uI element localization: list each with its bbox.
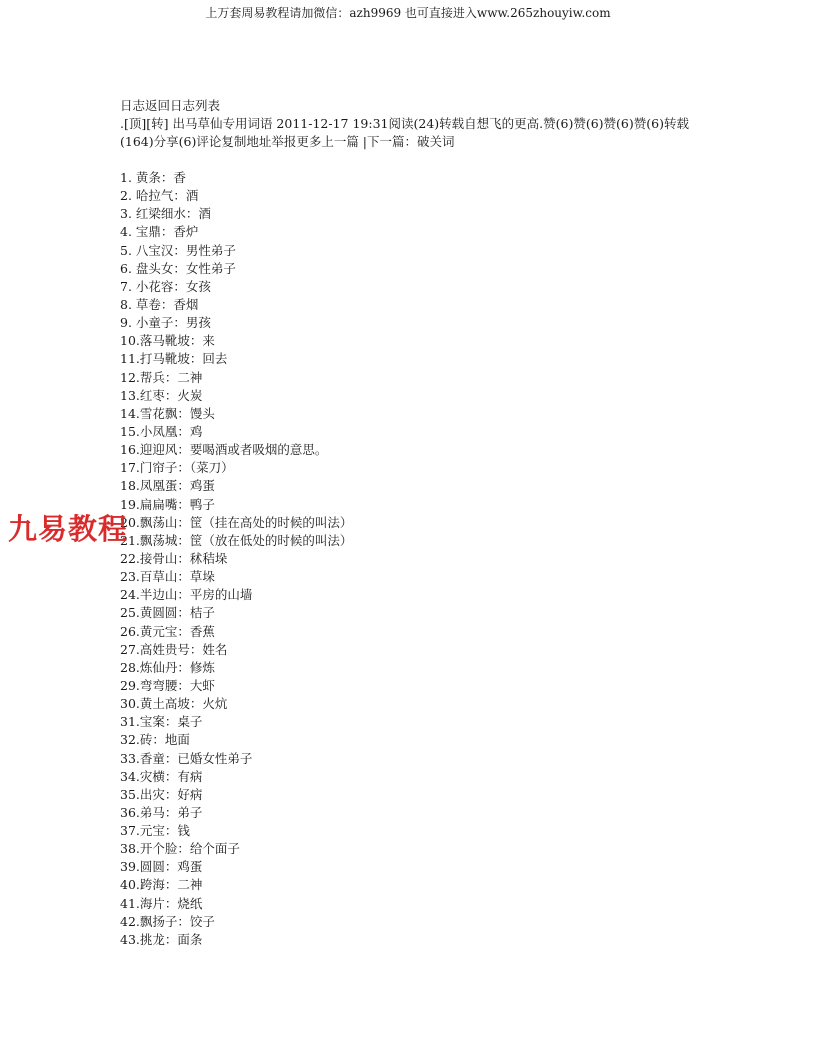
glossary-list [120,169,710,949]
list-item: 41.海片：烧纸 [120,895,203,911]
list-item: 39.圆圆：鸡蛋 [120,859,203,875]
list-item: 43.挑龙：面条 [120,931,203,947]
list-item: 3. 红梁细水：酒 [120,206,211,222]
list-item: 36.弟马：弟子 [120,804,203,820]
list-item: 34.灾横：有病 [120,768,203,784]
list-item: 9. 小童子：男孩 [120,315,211,331]
list-item: 6. 盘头女：女性弟子 [120,260,236,276]
list-item: 25.黄圆圆：桔子 [120,605,215,621]
list-item: 40.跨海：二神 [120,877,203,893]
list-item: 27.高姓贵号：姓名 [120,641,228,657]
document-body [120,97,710,949]
list-item: 35.出灾：好病 [120,786,203,802]
list-item: 22.接骨山：秫秸垛 [120,550,228,566]
list-item: 29.弯弯腰：大虾 [120,677,215,693]
list-item: 28.炼仙丹：修炼 [120,659,215,675]
list-item: 12.帮兵：二神 [120,369,203,385]
list-item: 37.元宝：钱 [120,823,190,839]
list-item: 1. 黄条：香 [120,170,186,185]
list-item: 26.黄元宝：香蕉 [120,623,215,639]
list-item: 38.开个脸：给个面子 [120,841,240,857]
list-item: 24.半边山：平房的山墙 [120,587,253,603]
list-item: 18.凤凰蛋：鸡蛋 [120,478,215,494]
blog-nav-line: 日志返回日志列表 [120,98,221,113]
list-item: 31.宝案：桌子 [120,714,203,730]
list-item: 2. 哈拉气：酒 [120,188,199,204]
post-meta: .[顶][转] 出马草仙专用词语 2011-12-17 19:31阅读(24)转载自想飞的更高.赞(6)赞(6)赞(6)赞(6)转载(164)分享(6)评论复制地址举报更多上一篇 |下一篇：破关词 [120,116,689,149]
list-item: 17.门帘子：（菜刀） [120,460,234,476]
page-header: 上万套周易教程请加微信：azh9969 也可直接进入www.265zhouyiw.com [205,6,611,20]
list-item: 16.迎迎风：要喝酒或者吸烟的意思。 [120,442,328,458]
list-item: 42.飘扬子：饺子 [120,913,215,929]
list-item: 21.飘荡城：筐（放在低处的时候的叫法） [120,532,353,548]
list-item: 4. 宝鼎：香炉 [120,224,199,240]
list-item: 20.飘荡山：筐（挂在高处的时候的叫法） [120,514,353,530]
list-item: 5. 八宝汉：男性弟子 [120,242,236,258]
list-item: 32.砖：地面 [120,732,190,748]
list-item: 30.黄土高坡：火炕 [120,696,228,712]
list-item: 19.扁扁嘴：鸭子 [120,496,215,512]
list-item: 7. 小花容：女孩 [120,278,211,294]
list-item: 23.百草山：草垛 [120,569,215,585]
list-item: 11.打马靴坡：回去 [120,351,228,367]
list-item: 13.红枣：火炭 [120,387,203,403]
watermark-logo: 九易教程 [8,512,129,546]
list-item: 14.雪花飘：馒头 [120,405,215,421]
list-item: 15.小凤凰：鸡 [120,423,203,439]
list-item: 33.香童：已婚女性弟子 [120,750,253,766]
list-item: 10.落马靴坡：来 [120,333,215,349]
list-item: 8. 草卷：香烟 [120,296,199,312]
